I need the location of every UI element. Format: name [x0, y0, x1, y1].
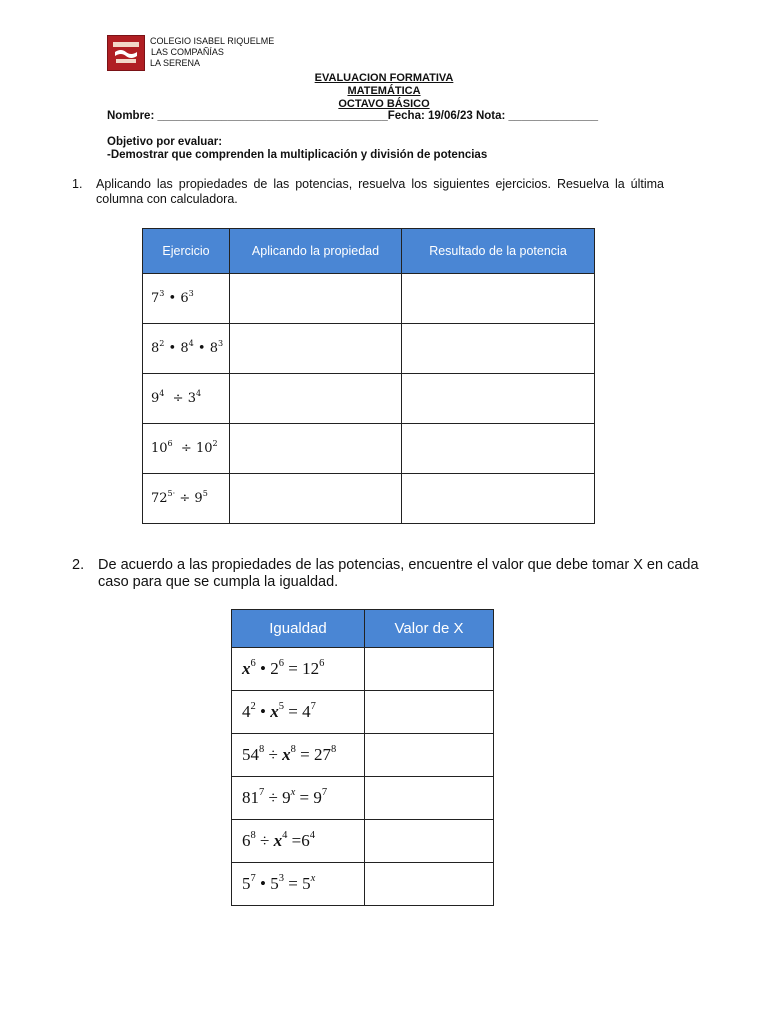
answer-cell[interactable]: [402, 324, 595, 374]
table-row: [143, 424, 595, 474]
power-exponent: 7: [250, 873, 256, 885]
expression-cell: [232, 648, 365, 691]
column-header-equality: Igualdad: [232, 610, 365, 648]
math-expression: [242, 788, 327, 807]
school-crest-icon: [111, 40, 141, 66]
power-exponent: 6: [250, 658, 256, 670]
power-base: 7: [151, 291, 160, 306]
table-row: [143, 324, 595, 374]
math-operator: =: [287, 831, 302, 850]
math-expression: [151, 388, 202, 406]
answer-cell[interactable]: [365, 691, 494, 734]
math-operator: ÷: [175, 491, 195, 506]
table-row: [143, 474, 595, 524]
document-title: EVALUACION FORMATIVA: [314, 72, 454, 84]
math-operator: •: [255, 702, 271, 721]
expression-cell: [232, 863, 365, 906]
answer-cell[interactable]: [365, 863, 494, 906]
math-operator: =: [295, 788, 314, 807]
answer-cell[interactable]: [230, 274, 402, 324]
power-exponent: 7: [310, 701, 316, 713]
power-base: x: [273, 831, 283, 850]
power-exponent: 3: [188, 288, 194, 298]
math-operator: ÷: [164, 391, 188, 406]
answer-cell[interactable]: [365, 820, 494, 863]
math-operator: =: [283, 702, 303, 721]
power-exponent: 4: [309, 830, 315, 842]
power-exponent: 4: [188, 338, 194, 348]
expression-cell: [232, 691, 365, 734]
math-operator: =: [295, 745, 314, 764]
power-base: 10: [151, 441, 168, 456]
document-header: [0, 72, 768, 111]
power-exponent: 5·: [167, 488, 176, 498]
math-operator: ÷: [255, 831, 274, 850]
school-name: COLEGIO ISABEL RIQUELME: [150, 36, 275, 46]
power-base: 9: [313, 788, 322, 807]
power-exponent: x: [290, 787, 296, 799]
math-expression: [242, 702, 316, 721]
power-exponent: 3: [159, 288, 165, 298]
expression-cell: [143, 274, 230, 324]
power-exponent: 6: [319, 658, 325, 670]
expression-cell: [232, 777, 365, 820]
column-header-exercise: Ejercicio: [143, 229, 230, 274]
power-exponent: 2: [250, 701, 256, 713]
objective-label: Objetivo por evaluar:: [107, 136, 223, 148]
power-base: 4: [302, 702, 311, 721]
math-operator: •: [255, 874, 271, 893]
power-exponent: 4: [282, 830, 288, 842]
answer-cell[interactable]: [230, 374, 402, 424]
power-exponent: 6: [167, 438, 173, 448]
answer-cell[interactable]: [365, 777, 494, 820]
power-base: 2: [270, 659, 279, 678]
school-info: [150, 36, 274, 69]
power-base: 8: [180, 341, 189, 356]
power-base: x: [270, 702, 279, 721]
power-base: 27: [313, 745, 331, 764]
question-2: [72, 557, 702, 591]
question-1: [72, 177, 664, 207]
table-row: [232, 691, 494, 734]
expression-cell: [232, 820, 365, 863]
answer-cell[interactable]: [402, 274, 595, 324]
math-operator: =: [283, 659, 303, 678]
question-1-text: Aplicando las propiedades de las potencias, resuelva los siguientes ejercicios. Resuelva la última columna con calculadora.: [96, 177, 664, 206]
column-header-x-value: Valor de X: [365, 610, 494, 648]
math-expression: [242, 874, 315, 893]
power-exponent: 4: [159, 388, 165, 398]
power-exponent: 3: [278, 873, 284, 885]
expression-cell: [143, 324, 230, 374]
power-base: 6: [180, 291, 189, 306]
equality-table: [231, 609, 494, 906]
power-exponent: 8: [250, 830, 256, 842]
power-base: x: [242, 659, 251, 678]
power-base: 4: [242, 702, 251, 721]
power-base: 5: [302, 874, 311, 893]
power-base: 9: [282, 788, 291, 807]
math-operator: =: [283, 874, 303, 893]
exercise-table: [142, 228, 595, 524]
power-base: 5: [270, 874, 279, 893]
power-base: 3: [187, 391, 196, 406]
math-operator: •: [164, 341, 181, 356]
power-base: 8: [209, 341, 218, 356]
power-base: 12: [302, 659, 320, 678]
power-exponent: 8: [290, 744, 296, 756]
expression-cell: [143, 374, 230, 424]
power-exponent: 8: [330, 744, 337, 756]
power-exponent: 4: [195, 388, 202, 398]
math-operator: ÷: [264, 788, 283, 807]
math-expression: [151, 488, 208, 506]
table-row: [143, 374, 595, 424]
math-expression: [151, 288, 194, 306]
school-location: LAS COMPAÑÍAS: [151, 47, 224, 57]
answer-cell[interactable]: [402, 424, 595, 474]
power-exponent: x: [310, 873, 316, 885]
power-base: 10: [195, 441, 213, 456]
table-row: [232, 734, 494, 777]
question-2-text: De acuerdo a las propiedades de las potencias, encuentre el valor que debe tomar X en cada caso para que se cumpla la igualdad.: [98, 557, 699, 590]
math-operator: •: [255, 659, 271, 678]
power-exponent: 5: [202, 488, 208, 498]
math-expression: [151, 338, 224, 356]
school-city: LA SERENA: [150, 58, 201, 68]
math-operator: •: [164, 291, 181, 306]
power-base: x: [282, 745, 291, 764]
question-2-number: 2.: [72, 557, 85, 573]
answer-cell[interactable]: [230, 474, 402, 524]
document-grade: OCTAVO BÁSICO: [338, 98, 430, 110]
power-base: 8: [151, 341, 160, 356]
column-header-property: Aplicando la propiedad: [230, 229, 402, 274]
power-base: 9: [151, 391, 160, 406]
power-exponent: 8: [259, 744, 265, 756]
expression-cell: [232, 734, 365, 777]
power-exponent: 7: [259, 787, 265, 799]
expression-cell: [143, 474, 230, 524]
power-base: 5: [242, 874, 251, 893]
table-row: [232, 648, 494, 691]
power-base: 6: [242, 831, 251, 850]
power-base: 54: [242, 745, 259, 764]
answer-cell[interactable]: [402, 474, 595, 524]
column-header-result: Resultado de la potencia: [402, 229, 595, 274]
math-expression: [242, 831, 315, 850]
table-row: [232, 863, 494, 906]
power-exponent: 5: [278, 701, 284, 713]
power-base: 81: [242, 788, 259, 807]
document-subject: MATEMÁTICA: [347, 85, 421, 97]
question-1-number: 1.: [72, 177, 83, 191]
power-base: 72: [151, 491, 168, 506]
power-base: 9: [194, 491, 203, 506]
table-row: [143, 274, 595, 324]
power-base: 6: [301, 831, 310, 850]
student-info-line: Nombre: ____________________________________Fecha: 19/06/23 Nota: ______________: [107, 110, 599, 122]
expression-cell: [143, 424, 230, 474]
table-row: [232, 777, 494, 820]
answer-cell[interactable]: [365, 734, 494, 777]
power-exponent: 6: [278, 658, 284, 670]
answer-cell[interactable]: [230, 324, 402, 374]
answer-cell[interactable]: [402, 374, 595, 424]
math-expression: [151, 438, 218, 456]
math-expression: [242, 659, 324, 678]
power-exponent: 3: [217, 338, 224, 348]
power-exponent: 2: [159, 338, 165, 348]
objective-text: -Demostrar que comprenden la multiplicación y división de potencias: [107, 149, 488, 161]
power-exponent: 2: [212, 438, 218, 448]
answer-cell[interactable]: [365, 648, 494, 691]
math-expression: [242, 745, 336, 764]
school-logo: [107, 35, 145, 71]
math-operator: ÷: [172, 441, 196, 456]
math-operator: •: [193, 341, 210, 356]
power-exponent: 7: [321, 787, 328, 799]
answer-cell[interactable]: [230, 424, 402, 474]
math-operator: ÷: [264, 745, 283, 764]
table-row: [232, 820, 494, 863]
